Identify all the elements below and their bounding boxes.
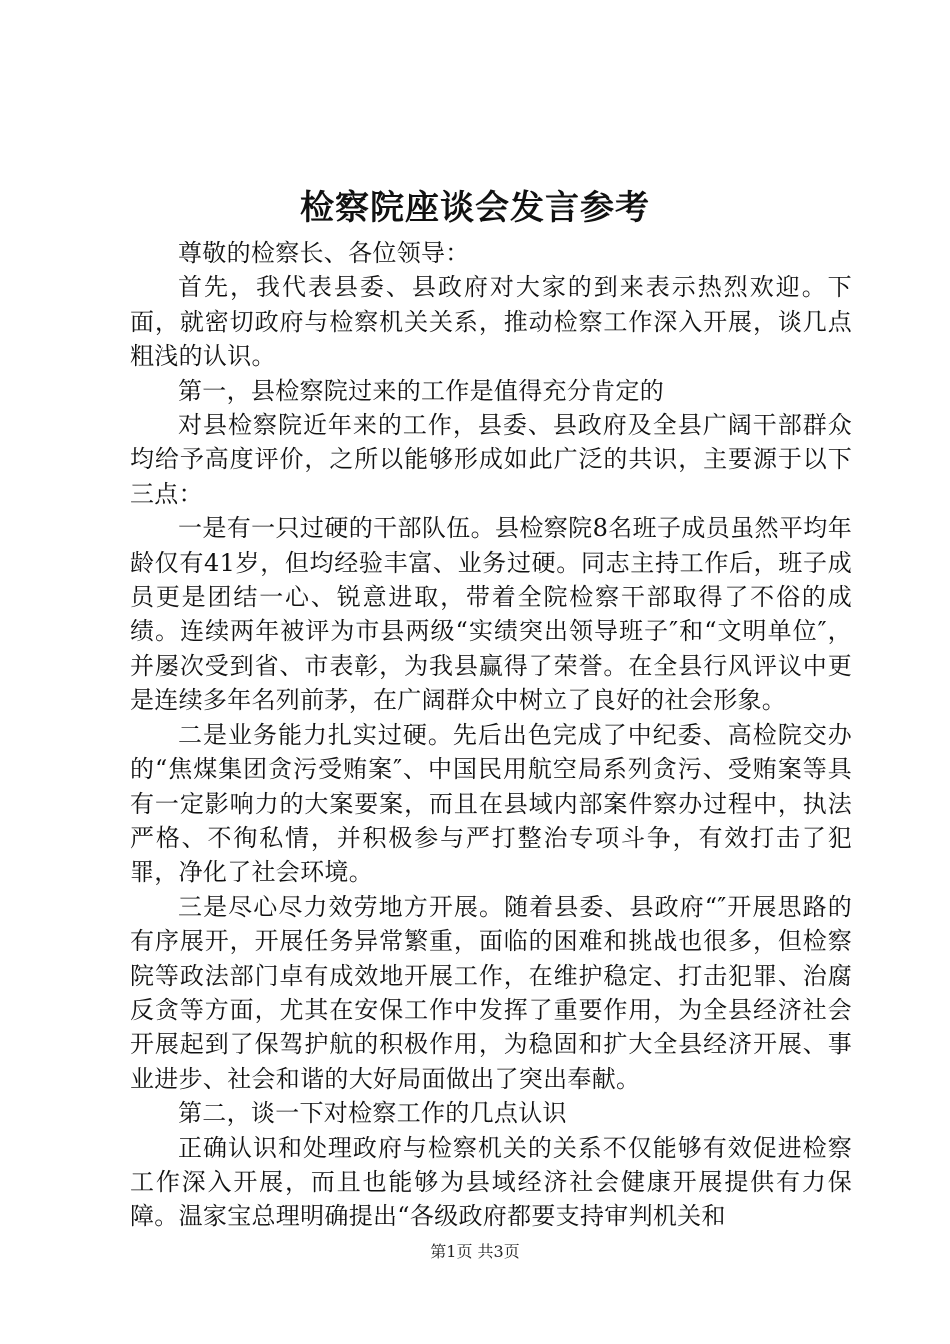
point-two-paragraph: 二是业务能力扎实过硬。先后出色完成了中纪委、高检院交办的“焦煤集团贪污受贿案″、中国民用航空局系列贪污、受贿案等具有一定影响力的大案要案，而且在县域内部案件察办过程中，执法严格、不徇私情，并积极参与严打整治专项斗争，有效打击了犯罪，净化了社会环境。 [130,720,852,887]
body-paragraph: 正确认识和处理政府与检察机关的关系不仅能够有效促进检察工作深入开展，而且也能够为县域经济社会健康开展提供有力保障。温家宝总理明确提出“各级政府都要支持审判机关和 [130,1133,852,1231]
point-one-paragraph: 一是有一只过硬的干部队伍。县检察院8名班子成员虽然平均年龄仅有41岁，但均经验丰富、业务过硬。同志主持工作后，班子成员更是团结一心、锐意进取，带着全院检察干部取得了不俗的成绩。连续两年被评为市县两级“实绩突出领导班子″和“文明单位″，并屡次受到省、市表彰，为我县赢得了荣誉。在全县行风评议中更是连续多年名列前茅，在广阔群众中树立了良好的社会形象。 [130,514,852,715]
opening-paragraph: 首先，我代表县委、县政府对大家的到来表示热烈欢迎。下面，就密切政府与检察机关关系，推动检察工作深入开展，谈几点粗浅的认识。 [130,273,852,371]
document-title: 检察院座谈会发言参考 [300,188,650,228]
document-body [130,236,852,1234]
section-heading-first: 第一，县检察院过来的工作是值得充分肯定的 [178,376,664,405]
point-three-paragraph: 三是尽心尽力效劳地方开展。随着县委、县政府“″开展思路的有序展开，开展任务异常繁重，面临的困难和挑战也很多，但检察院等政法部门卓有成效地开展工作，在维护稳定、打击犯罪、治腐反贪等方面，尤其在安保工作中发挥了重要作用，为全县经济社会开展起到了保驾护航的积极作用，为稳固和扩大全县经济开展、事业进步、社会和谐的大好局面做出了突出奉献。 [130,892,852,1093]
section-heading-second: 第二，谈一下对检察工作的几点认识 [178,1099,567,1128]
body-paragraph: 对县检察院近年来的工作，县委、县政府及全县广阔干部群众均给予高度评价，之所以能够形成如此广泛的共识，主要源于以下三点： [130,411,852,508]
page-number-footer: 第1页 共3页 [430,1242,520,1261]
salutation-paragraph: 尊敬的检察长、各位领导： [178,239,470,267]
